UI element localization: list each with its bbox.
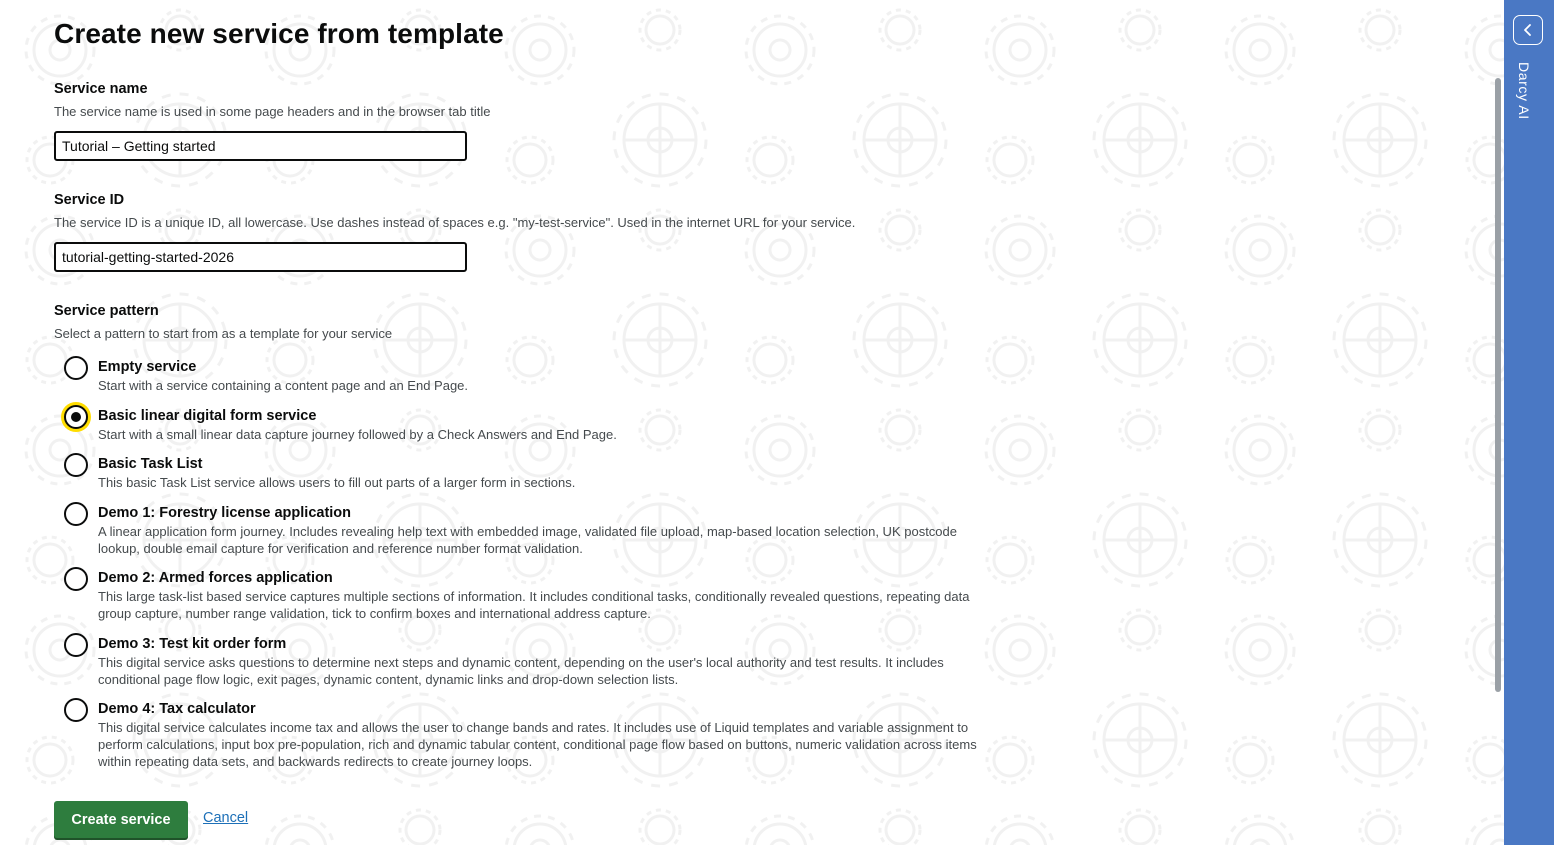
page-title: Create new service from template bbox=[54, 18, 504, 49]
radio-button-selected[interactable] bbox=[64, 405, 88, 429]
service-pattern-hint: Select a pattern to start from as a template for your service bbox=[54, 326, 393, 341]
service-id-label: Service ID bbox=[54, 192, 125, 208]
collapse-panel-button[interactable] bbox=[1513, 15, 1543, 45]
radio-hint: Start with a small linear data capture journey followed by a Check Answers and End Page. bbox=[98, 427, 617, 442]
radio-label: Demo 1: Forestry license application bbox=[98, 505, 352, 521]
radio-button[interactable] bbox=[64, 453, 88, 477]
radio-label: Demo 2: Armed forces application bbox=[98, 570, 333, 586]
radio-hint: A linear application form journey. Includes revealing help text with embedded image, validated file upload, map-based location selection, UK postcode lookup, double email capture for verification and reference number format validation. bbox=[98, 524, 957, 556]
radio-button[interactable] bbox=[64, 502, 88, 526]
service-pattern-label: Service pattern bbox=[54, 303, 159, 319]
cancel-link[interactable]: Cancel bbox=[203, 810, 249, 826]
darcy-ai-side-panel bbox=[1504, 0, 1554, 845]
chevron-left-icon bbox=[1521, 23, 1535, 37]
service-name-input[interactable] bbox=[54, 131, 467, 161]
radio-label: Empty service bbox=[98, 359, 197, 375]
service-id-input[interactable] bbox=[54, 242, 467, 272]
create-service-button[interactable]: Create service bbox=[54, 801, 188, 838]
service-name-hint: The service name is used in some page headers and in the browser tab title bbox=[54, 104, 491, 119]
radio-label: Basic Task List bbox=[98, 456, 203, 472]
radio-hint: This basic Task List service allows users to fill out parts of a larger form in sections. bbox=[98, 475, 576, 490]
radio-label: Demo 3: Test kit order form bbox=[98, 636, 287, 652]
radio-hint: This large task-list based service captures multiple sections of information. It includes conditional tasks, conditionally revealed questions, repeating data group capture, number range validation, tick to confirm boxes and international address capture. bbox=[98, 589, 970, 621]
radio-hint: This digital service asks questions to determine next steps and dynamic content, depending on the user's local authority and test results. It includes conditional page flow logic, exit pages, dynamic content, dynamic links and drop-down selection lists. bbox=[98, 655, 944, 687]
side-panel-title: Darcy AI bbox=[1516, 62, 1532, 120]
radio-button[interactable] bbox=[64, 356, 88, 380]
radio-button[interactable] bbox=[64, 633, 88, 657]
radio-button[interactable] bbox=[64, 698, 88, 722]
radio-hint: This digital service calculates income tax and allows the user to change bands and rates. It includes use of Liquid templates and variable assignment to perform calculations, input box pre-population, rich and dynamic tabular content, conditional page flow based on buttons, numeric validation across items within repeating data sets, and backwards redirects to create journey loops. bbox=[98, 720, 977, 769]
radio-label: Demo 4: Tax calculator bbox=[98, 701, 256, 717]
service-name-label: Service name bbox=[54, 81, 148, 97]
service-id-hint: The service ID is a unique ID, all lowercase. Use dashes instead of spaces e.g. "my-test-service". Used in the internet URL for your service. bbox=[54, 215, 856, 230]
radio-button[interactable] bbox=[64, 567, 88, 591]
radio-label: Basic linear digital form service bbox=[98, 408, 317, 424]
scrollbar[interactable] bbox=[1495, 78, 1501, 692]
radio-hint: Start with a service containing a content page and an End Page. bbox=[98, 378, 469, 393]
